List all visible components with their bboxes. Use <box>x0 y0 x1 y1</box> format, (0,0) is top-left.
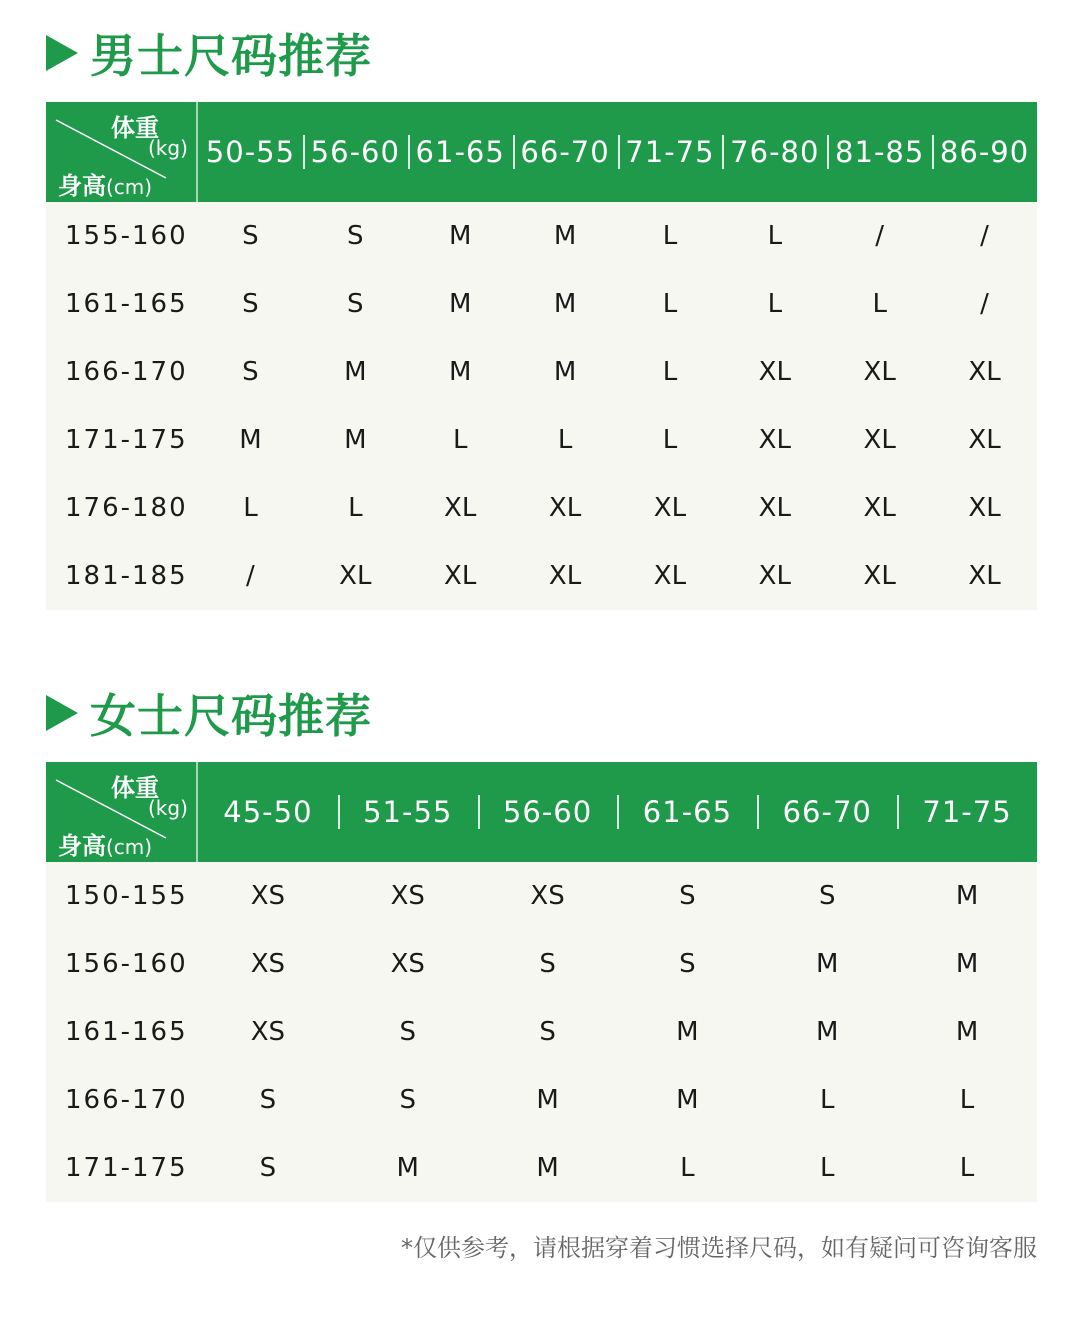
size-cell: XS <box>250 881 286 911</box>
height-range-label: 171-175 <box>65 425 188 455</box>
footnote: *仅供参考，请根据穿着习惯选择尺码，如有疑问可咨询客服 <box>401 1234 1037 1262</box>
size-cell: XL <box>444 493 477 523</box>
table-row <box>46 1134 1037 1202</box>
size-cell: XL <box>968 561 1001 591</box>
size-cell: L <box>767 221 783 251</box>
size-cell: L <box>959 1153 975 1183</box>
size-cell: L <box>662 289 678 319</box>
table-row <box>46 406 1037 474</box>
size-cell: XL <box>758 493 791 523</box>
women-title: 女士尺码推荐 <box>90 689 372 743</box>
size-cell: / <box>980 289 989 319</box>
height-range-label: 156-160 <box>65 949 188 979</box>
size-cell: L <box>767 289 783 319</box>
size-cell: M <box>448 221 472 251</box>
weight-column-header: 61-65 <box>408 135 513 169</box>
size-cell: S <box>539 1017 556 1047</box>
size-cell: XL <box>548 561 582 591</box>
size-cell: M <box>553 357 577 387</box>
women-table-body <box>46 862 1037 1202</box>
size-cell: XS <box>390 881 425 911</box>
weight-column-header: 71-75 <box>618 135 723 169</box>
size-cell: / <box>980 221 989 251</box>
height-range-label: 150-155 <box>65 881 188 911</box>
size-cell: M <box>553 289 577 319</box>
size-cell: S <box>399 1085 416 1115</box>
weight-column-header: 51-55 <box>338 795 478 829</box>
size-cell: M <box>344 357 367 387</box>
size-cell: XS <box>390 949 425 979</box>
size-cell: M <box>676 1085 699 1115</box>
height-range-label: 171-175 <box>65 1153 188 1183</box>
height-range-label: 161-165 <box>65 289 188 319</box>
size-cell: S <box>242 289 259 319</box>
height-range-label: 161-165 <box>65 1017 188 1047</box>
men-size-table <box>46 102 1037 610</box>
kg-unit: (kg) <box>148 136 188 160</box>
height-range-label: 166-170 <box>65 1085 188 1115</box>
women-weight-columns <box>198 762 1037 862</box>
size-cell: L <box>680 1153 695 1183</box>
size-cell: XL <box>863 561 896 591</box>
men-title: 男士尺码推荐 <box>90 29 372 83</box>
size-cell: S <box>818 881 836 911</box>
size-cell: L <box>557 425 573 455</box>
women-section-title <box>46 680 372 746</box>
size-cell: L <box>819 1085 835 1115</box>
size-cell: XL <box>863 357 896 387</box>
play-triangle-icon <box>46 695 78 731</box>
size-cell: S <box>259 1085 277 1115</box>
size-cell: XL <box>863 425 896 455</box>
play-triangle-icon <box>46 35 78 71</box>
size-cell: XS <box>250 1017 286 1047</box>
size-cell: XL <box>548 493 582 523</box>
size-cell: L <box>348 493 363 523</box>
weight-label: 体重 <box>111 774 159 802</box>
women-size-table <box>46 762 1037 1202</box>
size-cell: S <box>242 221 259 251</box>
size-cell: M <box>448 357 472 387</box>
size-cell: XL <box>863 493 896 523</box>
size-cell: XL <box>339 561 372 591</box>
women-corner-cell <box>46 762 198 862</box>
size-cell: XL <box>653 493 687 523</box>
size-cell: M <box>676 1017 699 1047</box>
size-cell: L <box>662 221 678 251</box>
size-cell: M <box>536 1085 559 1115</box>
size-cell: M <box>536 1153 559 1183</box>
weight-column-header: 76-80 <box>722 135 827 169</box>
size-cell: XL <box>968 425 1001 455</box>
weight-column-header: 50-55 <box>205 135 296 169</box>
table-row <box>46 998 1037 1066</box>
size-cell: S <box>679 881 696 911</box>
men-weight-columns <box>198 102 1037 202</box>
size-cell: L <box>819 1153 835 1183</box>
weight-column-header: 81-85 <box>827 135 932 169</box>
size-cell: / <box>875 221 885 251</box>
size-cell: S <box>679 949 696 979</box>
weight-column-header: 56-60 <box>303 135 408 169</box>
size-cell: S <box>539 949 556 979</box>
table-row <box>46 930 1037 998</box>
size-cell: M <box>955 949 979 979</box>
size-cell: M <box>816 1017 839 1047</box>
table-row <box>46 1066 1037 1134</box>
table-row <box>46 474 1037 542</box>
size-cell: M <box>955 881 979 911</box>
size-cell: / <box>246 561 255 591</box>
size-cell: L <box>662 425 678 455</box>
size-cell: M <box>396 1153 419 1183</box>
size-cell: M <box>448 289 472 319</box>
size-cell: XS <box>530 881 565 911</box>
table-row <box>46 862 1037 930</box>
men-table-body <box>46 202 1037 610</box>
weight-column-header: 86-90 <box>932 135 1037 169</box>
weight-column-header: 56-60 <box>478 795 618 829</box>
weight-column-header: 66-70 <box>757 795 897 829</box>
height-range-label: 166-170 <box>65 357 188 387</box>
table-row <box>46 202 1037 270</box>
weight-column-header: 66-70 <box>513 135 618 169</box>
size-cell: XL <box>758 425 791 455</box>
size-cell: M <box>344 425 367 455</box>
size-cell: M <box>955 1017 979 1047</box>
size-cell: L <box>959 1085 975 1115</box>
table-row <box>46 542 1037 610</box>
height-range-label: 181-185 <box>65 561 188 591</box>
size-cell: S <box>399 1017 416 1047</box>
weight-label: 体重 <box>111 114 159 142</box>
size-cell: M <box>553 221 577 251</box>
weight-column-header: 45-50 <box>223 795 313 829</box>
size-cell: XL <box>653 561 687 591</box>
table-row <box>46 270 1037 338</box>
size-cell: L <box>243 493 258 523</box>
size-cell: L <box>662 357 678 387</box>
size-cell: S <box>347 221 364 251</box>
height-label: 身高(cm) <box>58 172 153 200</box>
size-cell: XL <box>758 561 791 591</box>
size-cell: S <box>242 357 259 387</box>
women-table-header <box>46 762 1037 862</box>
size-cell: XL <box>444 561 477 591</box>
size-cell: L <box>872 289 887 319</box>
men-section-title <box>46 20 372 86</box>
size-cell: M <box>239 425 262 455</box>
kg-unit: (kg) <box>148 796 188 820</box>
size-cell: S <box>259 1153 277 1183</box>
weight-column-header: 71-75 <box>897 795 1037 829</box>
size-cell: S <box>347 289 364 319</box>
size-cell: XS <box>250 949 286 979</box>
table-row <box>46 338 1037 406</box>
men-corner-cell <box>46 102 198 202</box>
height-label: 身高(cm) <box>58 832 153 860</box>
height-range-label: 155-160 <box>65 221 188 251</box>
weight-column-header: 61-65 <box>617 795 757 829</box>
size-cell: L <box>452 425 468 455</box>
size-cell: XL <box>758 357 791 387</box>
size-cell: XL <box>968 493 1001 523</box>
height-range-label: 176-180 <box>65 493 188 523</box>
size-cell: XL <box>968 357 1001 387</box>
size-cell: M <box>816 949 839 979</box>
men-table-header <box>46 102 1037 202</box>
